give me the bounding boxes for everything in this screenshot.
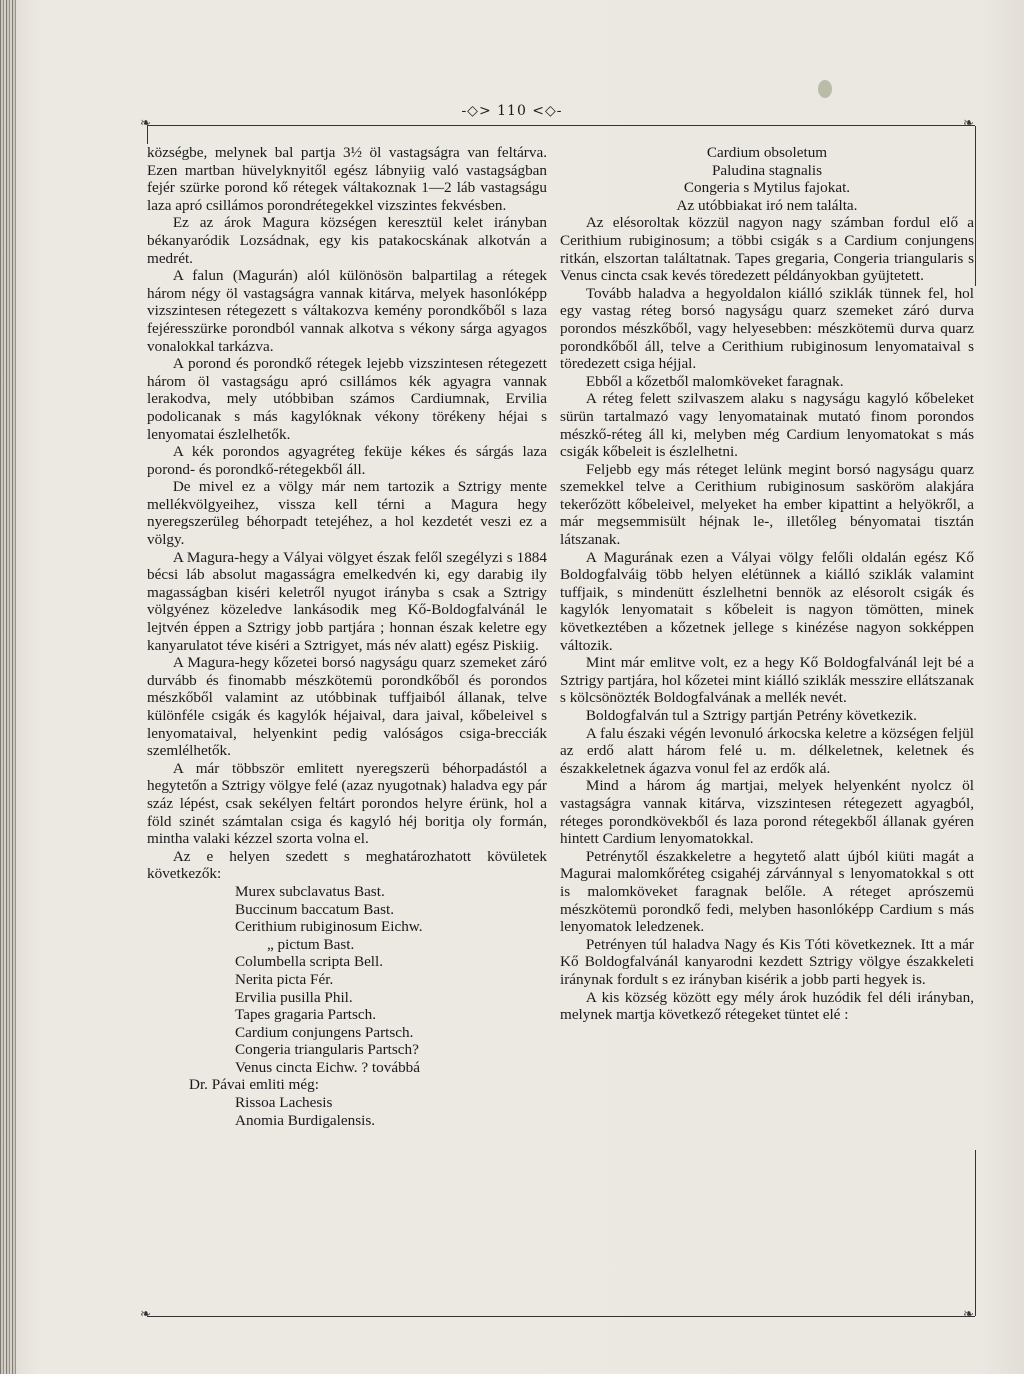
list-item: Columbella scripta Bell.: [235, 953, 384, 971]
list-item: „ pictum Bast.: [267, 935, 355, 953]
paragraph: Tovább haladva a hegyoldalon kiálló sziklák tünnek fel, hol egy vastag réteg borsó nagyságu quarz szemeket záró durva porondos mészkőből, vagy helyesebben: mészkötemü durva quarz porondkőből áll, telve a Cerithium rubiginosum lenyomataival s töredezett csiga héjjal.: [560, 284, 974, 373]
paragraph: A kék porondos agyagréteg feküje kékes és sárgás laza porond- és porondkő-rétegekből áll.: [147, 443, 547, 478]
list-item: Cerithium rubiginosum Eichw.: [235, 918, 423, 936]
paragraph: Petrényen túl haladva Nagy és Kis Tóti következnek. Itt a már Kő Boldogfalvánál kanyarodni kezdett Sztrigy völgye északkeleti iránynak fordult s ez irányban kisérik a jobb parti hegyek is.: [560, 935, 974, 988]
left-column: [147, 144, 547, 1129]
corner-ornament-bottom-right: ❧: [963, 1307, 974, 1322]
paragraph: A kis község között egy mély árok huzódik fel déli irányban, melynek martja következő rétegeket tüntet elé :: [560, 988, 974, 1024]
centered-line: Congeria s Mytilus fajokat.: [683, 179, 851, 197]
paragraph: A falun (Magurán) alól különösön balpartilag a rétegek három négy öl vastagságra vannak kitárva, melyek hasonlóképp vizszintesen rétegezett s váltakozva kemény porondkőből s laza fejéresszürke porondból vannak alkotva s vékony sárga agyagos vonalokkal tarkázva.: [147, 267, 547, 355]
right-border-line-lower: [975, 1150, 976, 1316]
paragraph: Boldogfalván tul a Sztrigy partján Petrény következik.: [585, 707, 917, 724]
paragraph: Mind a három ág martjai, melyek helyenként nyolcz öl vastagságra vannak kitárva, vizszintesen rétegezett agyagból, réteges porondkövekből és laza porond rétegekből állanak gyéren hintett Cardium lenyomatokkal.: [560, 777, 974, 848]
centered-line: Paludina stagnalis: [711, 161, 823, 179]
list-item: Cardium conjungens Partsch.: [235, 1023, 414, 1041]
paragraph: községbe, melynek bal partja 3½ öl vastagságra van feltárva. Ezen martban hüvelyknyitől egész lábnyiig való vastagságban fejér szürke porond kő rétegek váltakoznak 1—2 láb vastagságu laza apró csillámos porondrétegekkel vizszintes fekvésben.: [147, 144, 547, 214]
pavai-intro: Dr. Pávai emliti még:: [189, 1076, 319, 1094]
top-rule: [147, 125, 975, 126]
paragraph: A réteg felett szilvaszem alaku s nagyságu kagyló kőbeleket sürün tartalmazó vagy lenyomatainak mutató finom porondos mészkő-réteg áll ki, melyben még Cardium lenyomatokat s más csigák kőbeleit is észlelhetni.: [560, 390, 974, 461]
list-item: Murex subclavatus Bast.: [235, 882, 385, 900]
list-item: Buccinum baccatum Bast.: [235, 900, 395, 918]
bottom-rule: [147, 1316, 975, 1317]
paragraph: Petrénytől északkeletre a hegytető alatt újból kiüti magát a Magurai malomkőréteg csigahéj zárvánnyal s lenyomatokkal s ott is malomköveket faragnak belőle. A réteget aprószemü mészkötemü porondkő fedi, melyben hasonlóképp Cardium s más lenyomatok leledzenek.: [560, 847, 974, 936]
centered-line: Cardium obsoletum: [706, 144, 828, 161]
corner-ornament-bottom-left: ❧: [140, 1307, 151, 1322]
paragraph: Mint már emlitve volt, ez a hegy Kő Boldogfalvánál lejt bé a Sztrigy partjára, hol kőzetei mint kiálló sziklák messzire ellátszanak s kölcsönözték Boldogfalvának a mellék nevét.: [560, 654, 974, 707]
paragraph: De mivel ez a völgy már nem tartozik a Sztrigy mente mellékvölgyeihez, vissza kell térni a Magura hegy nyeregszerüleg béhorpadt tetejéhez, a hol kezdetét veszi ez a völgy.: [147, 478, 547, 549]
paragraph: Az e helyen szedett s meghatározhatott kövületek következők:: [147, 847, 547, 883]
list-item: Venus cincta Eichw. ? továbbá: [235, 1058, 420, 1076]
paragraph: A Magura-hegy kőzetei borsó nagyságu quarz szemeket záró durvább és finomabb mészkötemü porondkőből és porondos mészkőből valamint az utóbbinak tuffjaiból állanak, telve különféle csigák és kagylók héjaival, dara jaival, kőbeleivel s lenyomataival, helyenkint pedig valóságos csiga-brecciák szemlélhetők.: [147, 654, 547, 760]
fossil-list: [147, 883, 547, 1129]
paragraph: A már többször emlitett nyeregszerü béhorpadástól a hegytetőn a Sztrigy völgye felé (azaz nyugotnak) haladva egy pár száz lépést, csak sekélyen feltárt porondos helyre érünk, hol a föld szinét számtalan csiga és kagyló héj boritja oly formán, mintha valaki kézzel szorta volna el.: [147, 759, 547, 848]
paragraph: A falu északi végén levonuló árkocska keletre a községen feljül az erdő alatt három felé u. m. délkeletnek, keletnek és északkeletnek ágazva vonul fel az erdők alá.: [560, 724, 974, 777]
right-border-line: [975, 126, 976, 286]
right-column: [560, 144, 974, 1024]
paragraph: Ebből a kőzetből malomköveket faragnak.: [585, 372, 844, 390]
corner-ornament-top-left: ❧: [140, 116, 151, 131]
book-binding-edge: [0, 0, 16, 1374]
paragraph: A Magurának ezen a Vályai völgy felőli oldalán egész Kő Boldogfalváig több helyen elétünnek a kiálló sziklák valamint tuffjaik, s mindenütt észlelhetni bennök az elésorolt csigák és kagylók lenyomatait s kőbeleit is nagyon tömötten, minek következtében a kőzetnek jellege s kinézése nagyon sokképpen változik.: [560, 548, 974, 654]
list-item: Rissoa Lachesis: [235, 1094, 333, 1112]
paragraph: A Magura-hegy a Vályai völgyet észak felől szegélyzi s 1884 bécsi láb absolut magasságra emelkedvén ki, egy darabig ily magasságban kiséri keletről nyugot irányba s csak a Sztrigy völgyénez közeledve lankásodik meg Kő-Boldogfalvánál le lejtvén éppen a Sztrigy jobb partjára ; honnan észak keletre egy kanyarulatot téve kiséri a Sztrigyet, más név alatt) egész Piskiig.: [147, 548, 547, 654]
list-item: Nerita picta Fér.: [235, 970, 334, 988]
page-number: -◇> 110 <◇-: [461, 103, 563, 119]
paragraph: Feljebb egy más réteget lelünk megint borsó nagyságu quarz szemekkel telve a Cerithium rubiginosum sasköröm alakjára tekerőzött kőbeleivel, melyeket ha ember kipattint a helyökről, a már megsemmisült héjnak le-, illetőleg bényomatai tisztán látszanak.: [560, 460, 974, 549]
left-border-line: [147, 126, 148, 144]
paragraph: Ez az árok Magura községen keresztül kelet irányban békanyaródik Lozsádnak, egy kis patakocskának alkotván a medrét.: [147, 214, 547, 267]
list-item: Ervilia pusilla Phil.: [235, 988, 353, 1006]
list-item: Tapes gragaria Partsch.: [235, 1006, 377, 1024]
ink-stain: [818, 80, 832, 98]
centered-line: Az utóbbiakat iró nem találta.: [676, 196, 858, 214]
paragraph: A porond és porondkő rétegek lejebb vizszintesen rétegezett három öl vastagságu apró csillámos kék agyagra vannak lerakodva, mely utóbbiban számos Cardiumnak, Ervilia podolicanak s más kagylóknak vékony törékeny héjai s lenyomatai észlelhetők.: [147, 355, 547, 443]
list-item: Anomia Burdigalensis.: [235, 1111, 376, 1129]
paragraph: Az elésoroltak közzül nagyon nagy számban fordul elő a Cerithium rubiginosum; a többi csigák s a Cardium conjungens ritkán, elszortan találtatnak. Tapes gregaria, Congeria triangularis s Venus cincta csak kevés töredezett példányokban gyüjtetett.: [560, 214, 974, 285]
list-item: Congeria triangularis Partsch?: [235, 1041, 419, 1059]
corner-ornament-top-right: ❧: [963, 116, 974, 131]
